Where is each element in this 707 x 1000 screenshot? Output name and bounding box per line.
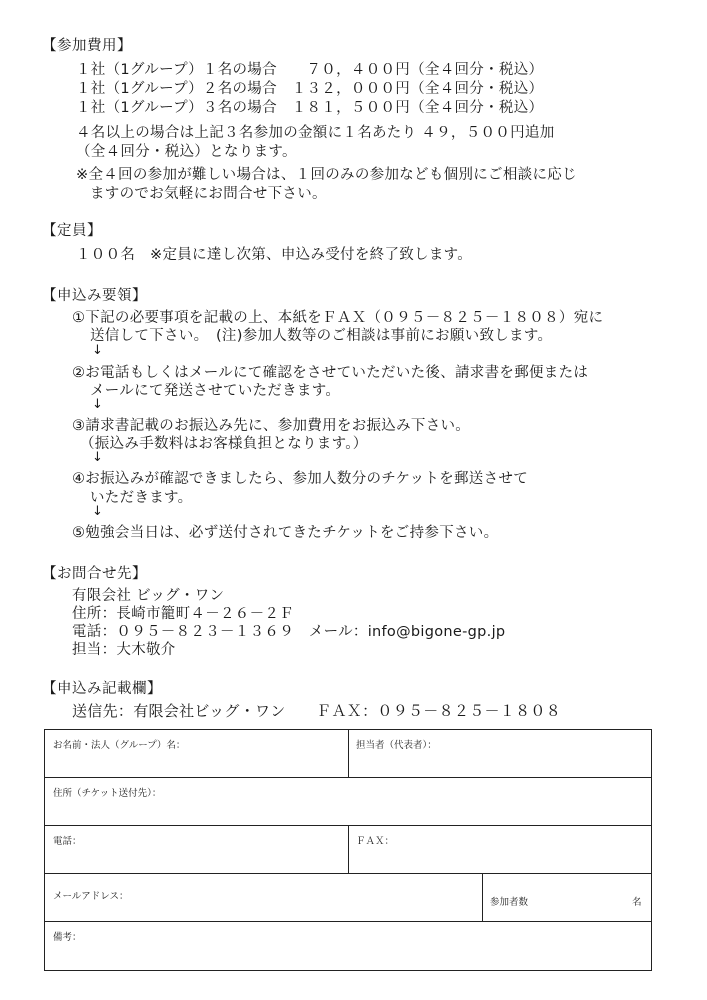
arrow-down-icon: ↓ [92,450,103,465]
capacity-heading: 【定員】 [42,223,102,239]
representative-label: 担当者（代表者）： [356,740,437,751]
name-field[interactable] [45,730,348,777]
contact-heading: 【お問合せ先】 [42,566,147,582]
fee-note-1b: （全４回分・税込）となります。 [76,144,297,160]
contact-company: 有限会社 ビッグ・ワン [72,588,225,604]
email-label: メールアドレス： [53,891,129,902]
step-4b: いただきます。 [90,490,193,506]
step-2b: メールにて発送させていただきます。 [90,383,341,399]
contact-phone-mail: 電話：０９５－８２３－１３６９ メール：info@bigone-gp.jp [72,624,506,640]
step-2a: ②お電話もしくはメールにて確認をさせていただいた後、請求書を郵便または [72,365,589,381]
step-5: ⑤勉強会当日は、必ず送付されてきたチケットをご持参下さい。 [72,525,499,541]
representative-field[interactable] [348,730,653,777]
fee-note-2b: ますのでお気軽にお問合せ下さい。 [90,186,327,202]
step-1a: ①下記の必要事項を記載の上、本紙をＦＡＸ（０９５－８２５－１８０８）宛に [72,310,604,326]
email-field[interactable] [45,874,482,921]
arrow-down-icon: ↓ [92,397,103,412]
remarks-label: 備考： [53,932,82,943]
application-form-table [44,729,652,971]
form-row-name [45,730,651,778]
fee-line-2: １社（1グループ）２名の場合 １３２，０００円（全４回分・税込） [76,81,544,97]
step-1b: 送信して下さい。 (注)参加人数等のご相談は事前にお願い致します。 [90,328,553,344]
remarks-field[interactable] [45,922,653,970]
form-heading: 【申込み記載欄】 [42,681,162,697]
arrow-down-icon: ↓ [92,343,103,358]
contact-address: 住所：長崎市籠町４－２６－２Ｆ [72,606,294,622]
participant-count-field[interactable] [482,874,653,921]
fax-field[interactable] [348,826,653,873]
name-label: お名前・法人（グループ）名： [53,740,186,751]
address-field[interactable] [45,778,653,825]
arrow-down-icon: ↓ [92,504,103,519]
form-row-remarks [45,922,651,970]
form-row-address [45,778,651,826]
fee-note-2a: ※全４回の参加が難しい場合は、１回のみの参加なども個別にご相談に応じ [76,167,577,183]
fax-label: ＦＡＸ： [356,836,395,847]
address-label: 住所（チケット送付先）： [53,788,162,799]
fees-heading: 【参加費用】 [42,38,132,54]
fee-note-1a: ４名以上の場合は上記３名参加の金額に１名あたり ４９，５００円追加 [76,125,555,141]
fee-line-3: １社（1グループ）３名の場合 １８１，５００円（全４回分・税込） [76,100,544,116]
phone-field[interactable] [45,826,348,873]
capacity-text: １００名 ※定員に達し次第、申込み受付を終了致します。 [76,247,473,263]
step-3a: ③請求書記載のお振込み先に、参加費用をお振込み下さい。 [72,418,471,434]
step-4a: ④お振込みが確認できましたら、参加人数分のチケットを郵送させて [72,471,528,487]
fee-line-1: １社（1グループ）１名の場合 ７０，４００円（全４回分・税込） [76,62,544,78]
procedure-heading: 【申込み要領】 [42,288,147,304]
form-row-phone [45,826,651,874]
contact-person: 担当：大木敬介 [72,642,176,658]
step-3b: （振込み手数料はお客様負担となります。） [80,436,368,452]
participant-count-unit: 名 [632,897,642,908]
form-send-to: 送信先：有限会社ビッグ・ワン ＦＡＸ：０９５－８２５－１８０８ [72,702,562,720]
participant-count-label: 参加者数 [490,897,529,908]
form-row-email [45,874,651,922]
phone-label: 電話： [53,836,82,847]
